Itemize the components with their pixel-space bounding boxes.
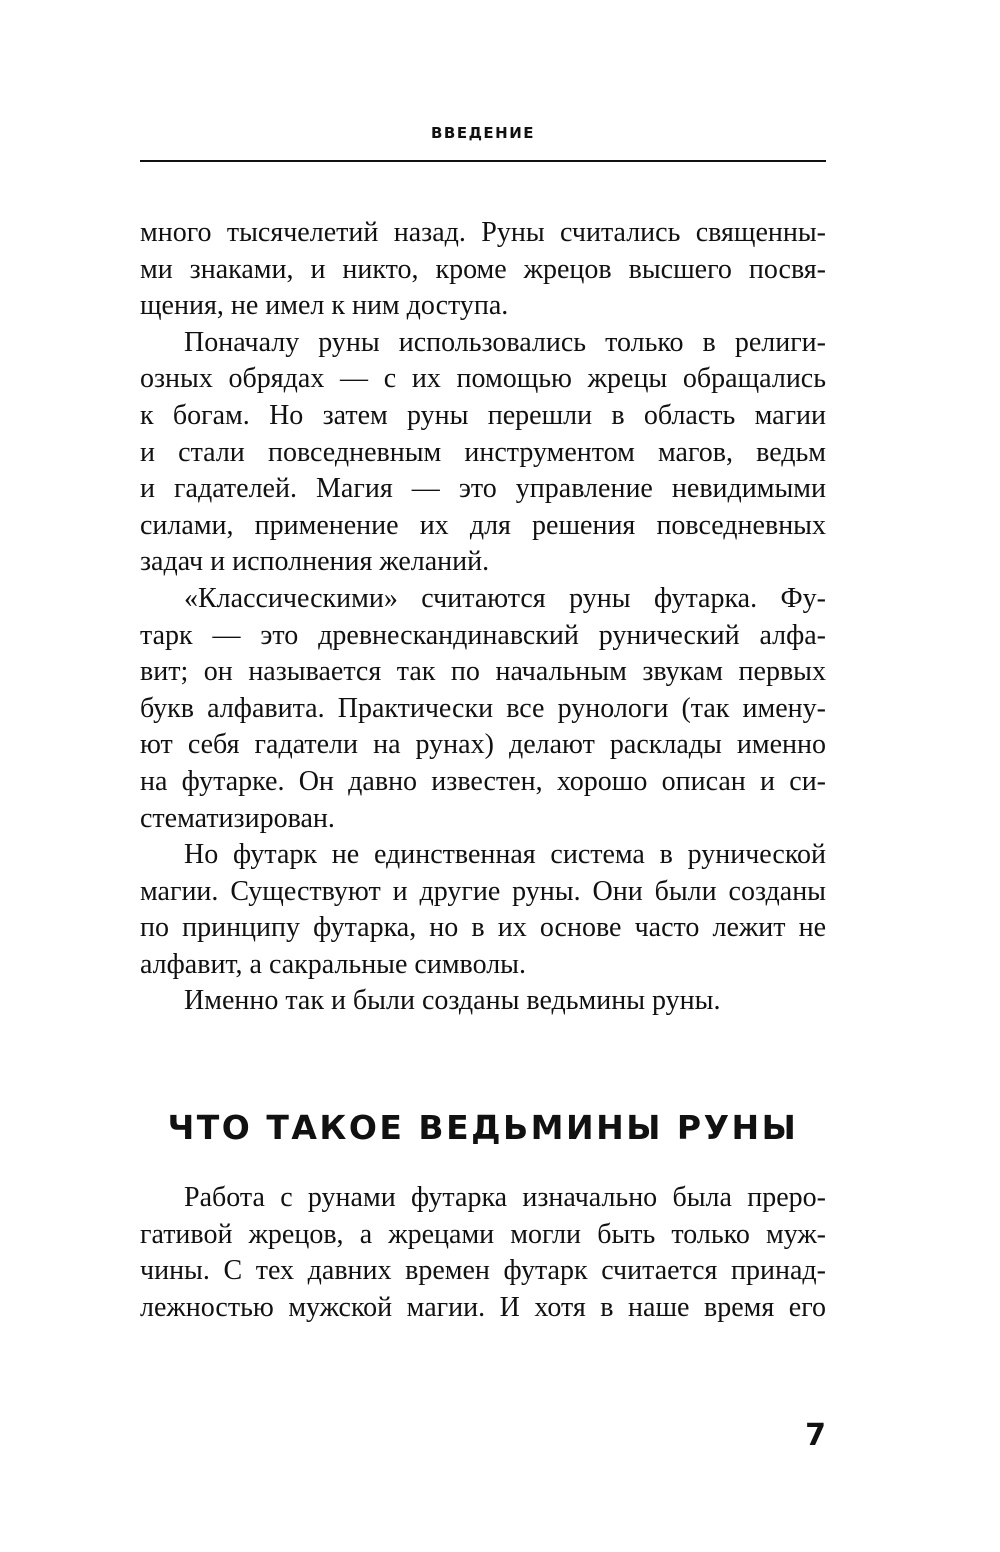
text-line: и гадателей. Магия — это управление невидимыми	[140, 473, 826, 505]
text-line: Но футарк не единственная система в рунической	[184, 839, 826, 871]
body-text-before-heading	[140, 215, 826, 1020]
header-rule	[140, 160, 826, 162]
text-line: букв алфавита. Практически все рунологи (так имену-	[140, 692, 826, 724]
text-line: чины. С тех давних времен футарк считается принад-	[140, 1255, 826, 1287]
text-line: Именно так и были созданы ведьмины руны.	[184, 985, 721, 1017]
page-number: 7	[805, 1418, 826, 1453]
text-line: ют себя гадатели на рунах) делают расклады именно	[140, 729, 826, 761]
text-line: тарк — это древнескандинавский рунический алфа-	[140, 619, 826, 651]
text-line: и стали повседневным инструментом магов, ведьм	[140, 436, 826, 468]
text-line: вит; он называется так по начальным звукам первых	[140, 656, 826, 688]
text-line: ми знаками, и никто, кроме жрецов высшего посвя-	[140, 253, 826, 285]
text-line: на футарке. Он давно известен, хорошо описан и си-	[140, 765, 826, 797]
running-header: ВВЕДЕНИЕ	[430, 124, 536, 142]
text-line: гативой жрецов, а жрецами могли быть только муж-	[140, 1218, 826, 1250]
text-line: стематизирован.	[140, 802, 335, 834]
text-line: щения, не имел к ним доступа.	[140, 290, 509, 322]
text-line: много тысячелетий назад. Руны считались священны-	[140, 217, 826, 248]
text-line: алфавит, а сакральные символы.	[140, 948, 526, 980]
text-line: по принципу футарка, но в их основе часто лежит не	[140, 912, 826, 944]
body-text-after-heading	[140, 1180, 826, 1326]
text-line: магии. Существуют и другие руны. Они были созданы	[140, 875, 826, 907]
text-line: Работа с рунами футарка изначально была преро-	[184, 1182, 826, 1213]
text-line: озных обрядах — с их помощью жрецы обращались	[140, 363, 826, 395]
text-line: к богам. Но затем руны перешли в область магии	[140, 399, 826, 431]
section-heading: ЧТО ТАКОЕ ВЕДЬМИНЫ РУНЫ	[167, 1108, 799, 1147]
text-line: задач и исполнения желаний.	[140, 546, 490, 578]
text-line: «Классическими» считаются руны футарка. Фу-	[184, 582, 826, 614]
text-line: лежностью мужской магии. И хотя в наше время его	[140, 1291, 826, 1323]
text-line: силами, применение их для решения повседневных	[140, 509, 826, 541]
text-line: Поначалу руны использовались только в религи-	[184, 326, 826, 358]
